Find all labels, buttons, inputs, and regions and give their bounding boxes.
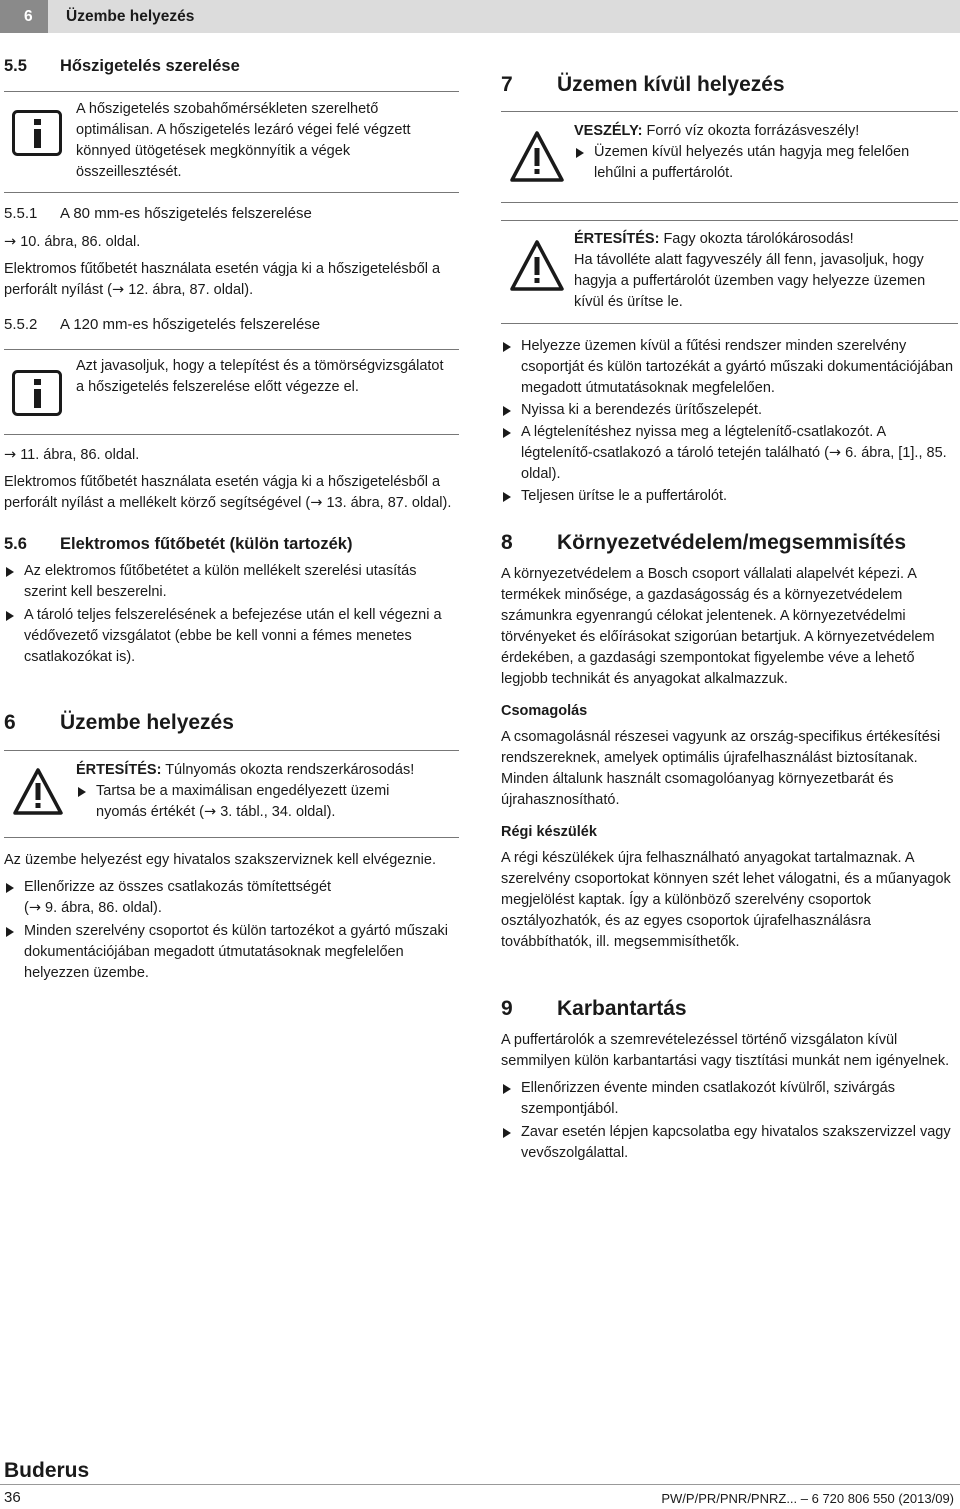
ref-10: → 10. ábra, 86. oldal. [4, 234, 141, 250]
notice-body: Ha távolléte alatt fagyveszély áll fenn, javasoljuk, hogy hagyja a puffertárolót üzemben vagy helyezze üzemen kívül és ürítse le. [574, 252, 926, 310]
arrow-icon: → [28, 900, 41, 916]
section-8-heading: 8 Környezetvédelem/megsemmisítés [501, 531, 906, 554]
footer-divider [0, 1484, 960, 1485]
info-icon [12, 370, 62, 423]
list-5-6 [4, 561, 460, 668]
old-device-paragraph: A régi készülékek újra felhasználható anyagokat tartalmaznak. A szerelvény csoportokat könnyen szét lehet válogatni, és a műanyagok megjelölést kaptak. Így a különböző szerelvény csoportok osztályozhatók, és az egyes csoportok újrafelhasználásra továbbíthatók, ill. megsemmisíthetők. [501, 850, 951, 950]
paragraph-8: A környezetvédelem a Bosch csoport vállalati alapelvét képezi. A termékek minősége, a gazdaságosság és a környezetvédelem számunkra egyenrangú célokat jelentenek. A környezetvédelmi törvényeket és előírásokat szigorúan betartjuk. A környezetvédelem érdekében, a gazdasági szempontokat figyelembe véve a lehető legjobb technikát és anyagokat alkalmazzuk. [501, 566, 935, 687]
section-9-heading: 9 Karbantartás [501, 997, 687, 1020]
chapter-number: 6 [0, 0, 48, 33]
warning-icon [509, 239, 565, 300]
document-reference: PW/P/PR/PNR/PNRZ... – 6 720 806 550 (2013/09) [661, 1491, 954, 1506]
notice-title: ÉRTESÍTÉS: Fagy okozta tárolókárosodás! [574, 231, 854, 247]
section-5-5-1-heading: 5.5.1 A 80 mm-es hőszigetelés felszerelése [4, 205, 312, 222]
section-5-5-heading: 5.5 Hőszigetelés szerelése [4, 57, 240, 75]
info-icon [12, 110, 62, 163]
old-device-heading: Régi készülék [501, 824, 597, 840]
list-9 [501, 1078, 957, 1164]
paragraph-6: Az üzembe helyezést egy hivatalos szakszerviznek kell elvégeznie. [4, 852, 436, 868]
packaging-heading: Csomagolás [501, 703, 588, 719]
section-7-heading: 7 Üzemen kívül helyezés [501, 73, 785, 96]
warning-icon [12, 767, 64, 824]
arrow-icon: → [204, 804, 217, 820]
warning-title: ÉRTESÍTÉS: Túlnyomás okozta rendszerkárosodás! [76, 762, 415, 778]
ref-11: → 11. ábra, 86. oldal. [4, 447, 140, 463]
list-item: A légtelenítéshez nyissa meg a légtelenítő-csatlakozót. A légtelenítő-csatlakozó a tároló tetején található (→ 6. ábra, [1]., 85. oldal). [501, 422, 957, 485]
brand-logo: Buderus [4, 1459, 90, 1482]
arrow-icon: → [310, 495, 323, 511]
chapter-title: Üzembe helyezés [48, 0, 960, 33]
page-number: 36 [4, 1489, 21, 1506]
section-6-heading: 6 Üzembe helyezés [4, 711, 234, 734]
arrow-icon: → [4, 234, 17, 250]
list-item: Nyissa ki a berendezés ürítőszelepét. [501, 400, 957, 421]
list-item: A tároló teljes felszerelésének a befejezése után el kell végezni a védővezető vizsgálatot (ebbe be kell vonni a fémes menetes csatlakozókat is). [4, 605, 460, 668]
info-text: A hőszigetelés szobahőmérsékleten szerelhető optimálisan. A hőszigetelés lezáró végei felé végzett könnyed ütögetések megkönnyítik a végek összeillesztését. [76, 101, 411, 180]
warning-box-overpressure [4, 750, 459, 838]
info-text: Azt javasoljuk, hogy a telepítést és a tömörségvizsgálatot a hőszigetelés felszerelése előtt végezze el. [76, 358, 444, 395]
section-5-6-heading: 5.6 Elektromos fűtőbetét (külön tartozék) [4, 535, 353, 553]
list-7 [501, 336, 957, 507]
packaging-paragraph: A csomagolásnál részesei vagyunk az ország-specifikus értékesítési rendszereknek, amelyek optimális újrafelhasználást biztosítanak. Minden általunk használt csomagolóanyag környezetbarát és újrahasznosítható. [501, 729, 941, 808]
arrow-icon: → [112, 282, 125, 298]
paragraph-9: A puffertárolók a szemrevételezéssel történő vizsgálaton kívül semmilyen külön karbantartási vagy tisztítási munkát nem igényelnek. [501, 1032, 950, 1069]
arrow-icon: → [4, 447, 17, 463]
section-5-5-2-heading: 5.5.2 A 120 mm-es hőszigetelés felszerelése [4, 316, 321, 333]
list-item: Ellenőrizze az összes csatlakozás tömítettségét (→ 9. ábra, 86. oldal). [4, 877, 460, 919]
list-item: Teljesen ürítse le a puffertárolót. [501, 486, 957, 507]
list-item: Minden szerelvény csoportot és külön tartozékot a gyártó műszaki dokumentációjában megadott útmutatásoknak megfelelően helyezzen üzembe. [4, 921, 460, 984]
list-6 [4, 877, 460, 984]
arrow-icon: → [828, 445, 842, 461]
info-box-insulation [4, 91, 459, 193]
warning-icon [509, 130, 565, 191]
danger-title: VESZÉLY: Forró víz okozta forrázásveszély! [574, 123, 860, 139]
list-item: Ellenőrizzen évente minden csatlakozót kívülről, szivárgás szempontjából. [501, 1078, 957, 1120]
list-item: Helyezze üzemen kívül a fűtési rendszer minden szerelvény csoportját és külön tartozékát a gyártó műszaki dokumentációjában megadott útmutatásoknak megfelelően. [501, 336, 957, 399]
list-item: Az elektromos fűtőbetétet a külön mellékelt szerelési utasítás szerint kell beszerelni. [4, 561, 460, 603]
danger-box-scald [501, 111, 958, 203]
info-box-recommendation [4, 349, 459, 435]
danger-bullet: Üzemen kívül helyezés után hagyja meg felelően lehűlni a puffertárolót. [574, 142, 952, 184]
paragraph-5-5-1: Elektromos fűtőbetét használata esetén vágja ki a hőszigetelésből a perforált nyílást (→ 12. ábra, 87. oldal). [4, 261, 441, 298]
notice-box-frost [501, 220, 958, 324]
paragraph-5-5-2: Elektromos fűtőbetét használata esetén vágja ki a hőszigetelésből a perforált nyílást a mellékelt körző segítségével (→ 13. ábra, 87. oldal). [4, 474, 452, 511]
warning-bullet: Tartsa be a maximálisan engedélyezett üzemi nyomás értékét (→ 3. tábl., 34. oldal). [76, 781, 453, 823]
list-item: Zavar esetén lépjen kapcsolatba egy hivatalos szakszervizzel vagy vevőszolgálattal. [501, 1122, 957, 1164]
page-header [0, 0, 960, 33]
